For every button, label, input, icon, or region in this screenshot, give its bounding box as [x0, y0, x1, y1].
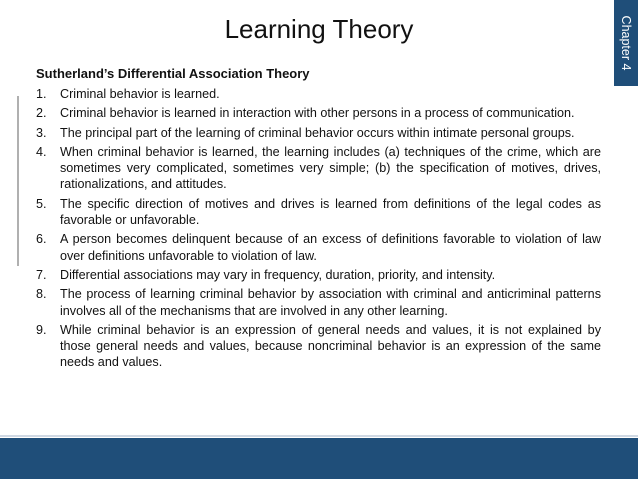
list-item-text: Differential associations may vary in frequency, duration, priority, and intensity. — [60, 267, 496, 282]
footer-bar — [0, 438, 638, 479]
list-item-number: 4. — [36, 144, 47, 159]
slide-title: Learning Theory — [224, 14, 414, 44]
list-item-text: The process of learning criminal behavior by association with criminal and anticriminal patterns involves all of the mechanisms that are involved in any other learning. — [60, 287, 601, 318]
theory-list — [36, 86, 601, 374]
list-item-text: Criminal behavior is learned. — [60, 87, 220, 101]
list-item-text: The specific direction of motives and drives is learned from definitions of the legal codes as favorable or unfavorable. — [60, 196, 601, 228]
list-item — [36, 286, 601, 319]
list-item — [36, 125, 601, 141]
list-item-number: 9. — [36, 322, 47, 337]
chapter-label: Chapter 4 — [619, 15, 633, 71]
list-item-number: 8. — [36, 287, 47, 302]
list-item — [36, 196, 601, 229]
list-item — [36, 144, 601, 193]
list-item-text: The principal part of the learning of criminal behavior occurs within intimate personal groups. — [60, 125, 575, 140]
list-item-number: 1. — [36, 87, 47, 101]
list-item — [36, 86, 601, 102]
list-item — [36, 231, 601, 264]
list-item — [36, 267, 601, 283]
list-item-text: While criminal behavior is an expression of general needs and values, it is not explained by those general needs and values, because noncriminal behavior is an expression of the same needs and values. — [60, 322, 601, 370]
left-divider — [17, 96, 19, 266]
list-item — [36, 105, 601, 121]
list-item — [36, 322, 601, 371]
list-item-text: Criminal behavior is learned in interaction with other persons in a process of communication. — [60, 106, 575, 121]
list-item-number: 5. — [36, 196, 47, 211]
list-item-text: A person becomes delinquent because of an excess of definitions favorable to violation of law over definitions unfavorable to violation of law. — [60, 232, 601, 263]
slide-subtitle: Sutherland’s Differential Association Theory — [36, 66, 310, 81]
list-item-number: 3. — [36, 125, 47, 140]
list-item-number: 6. — [36, 232, 47, 247]
list-item-text: When criminal behavior is learned, the learning includes (a) techniques of the crime, which are sometimes very complicated, sometimes very simple; (b) the specification of motives, drives, rationalizations, and attitudes. — [60, 144, 601, 192]
list-item-number: 2. — [36, 106, 47, 121]
list-item-number: 7. — [36, 267, 47, 282]
footer-divider — [0, 435, 638, 437]
